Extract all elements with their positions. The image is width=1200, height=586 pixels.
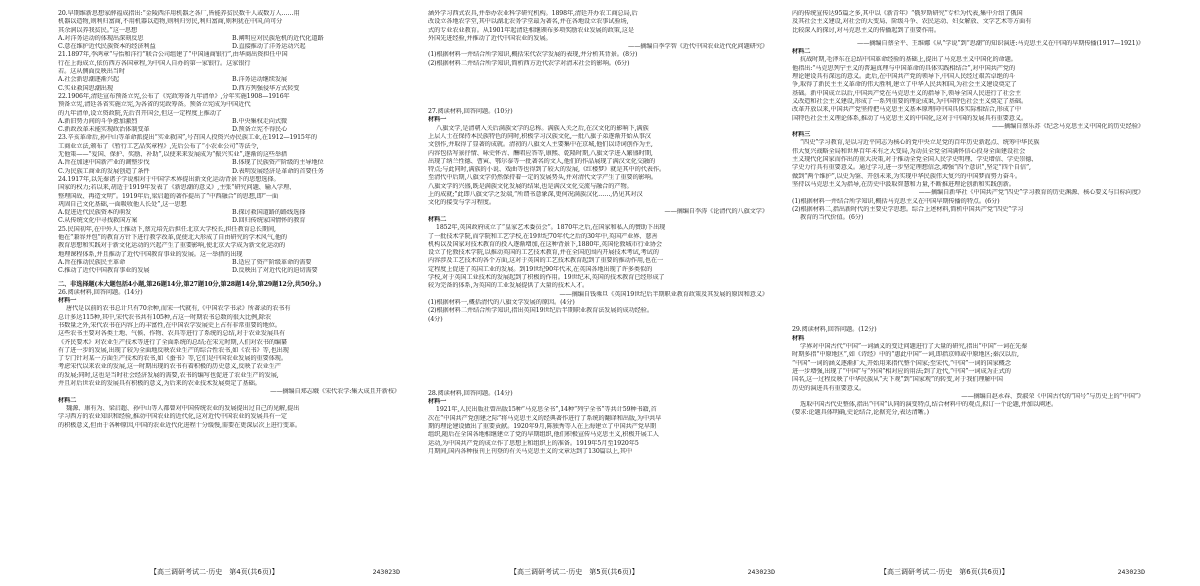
text-line: 时期多指“中原地区”,如《诗经》中的“惠此中国”一词,即指京师或中原地区;秦汉以后, <box>792 351 1019 359</box>
source-citation: ——摘编自李涛《论清代的八旗文学》 <box>664 207 768 215</box>
q27-material-2 <box>428 224 768 324</box>
text-line: 做到“两个维护”,以史为鉴、开创未来,为实现中华民族伟大复兴的中国梦而努力奋斗。 <box>792 172 1022 180</box>
text-line: “中国”一词的涵义逐渐扩大,开始用来指代整个国家;至宋代,“中国”一词的国家概念 <box>792 359 1011 367</box>
text-line: 魏源、康有为、梁启超、孙中山等人都曾对中国传统农业的发展提出过自己的见解,提出 <box>66 404 300 412</box>
text-line: 唐代是以前的农书总计只有70余种,而宋一代就有,《中国农学书录》所著录的农书有 <box>66 305 291 313</box>
option-a[interactable]: A.旨在加速中国新产业的调整步伐 <box>58 159 150 167</box>
q23-options <box>58 159 400 176</box>
source-citation: ——摘编自钱乘旦《英国19世纪后半期职业教育政策及其发展的原因和意义》 <box>559 290 768 298</box>
q26-material-2-continued <box>428 10 768 68</box>
option-d[interactable]: D.西方列强侵华方式转变 <box>232 84 300 92</box>
question-22 <box>58 93 400 134</box>
option-b[interactable]: B.适应了资产阶级革命的需要 <box>232 258 312 266</box>
question-26-heading: 26.阅读材料,回答问题。(14分) <box>58 288 143 296</box>
text-line: 设立了伦敦技术学院,以推动英国的工艺技术教育,并在全国范围内开展技术考试,考试的 <box>428 249 659 257</box>
text-line: 争,取得了新民主主义革命的伟大胜利,建立了中华人民共和国,为社会主义建设奠定了 <box>792 81 1017 89</box>
q24-options <box>58 209 400 226</box>
text-line: 这些农书主要对各类土地、气候、作物、农具等进行了系统的总结,对于农业发展具有 <box>58 330 286 338</box>
footer-code: 243023D <box>1117 568 1145 576</box>
footer-label: 【高三调研考试二·历史 第6页(共6页)】 <box>880 568 1009 576</box>
question-28-heading: 28.阅读材料,回答问题。(14分) <box>428 389 513 397</box>
option-c[interactable]: C.为民族工商业的发展创造了条件 <box>58 167 150 175</box>
text-line: 理论建设具有深远的意义。此后,在中国共产党的领导下,中国人民经过艰苦卓绝的斗 <box>792 73 1015 81</box>
text-line: 主义现代化国家而作出的重大决策,对于推动全党全国人民学史明理、学史增信、学史崇德、 <box>792 156 1038 164</box>
q28-material-1 <box>428 406 768 456</box>
footer-label: 【高三调研考试二·历史 第4页(共6页)】 <box>150 568 279 576</box>
text-line: 机构以及国家对技术教育的投入逐渐增加,在这种背景下,1880年,英国伦敦城市行业协会 <box>428 240 663 248</box>
question-25 <box>58 226 400 276</box>
text-line: 特点;与此同时,满族的小说、戏曲等也得到了较大的发展,《红楼梦》就是其中的代表作。 <box>428 166 666 174</box>
page-6-column <box>792 10 1144 558</box>
text-line: 1852年,英国政府成立了“皇家艺术委员会”。1870年之后,在国家和私人的赞助下出现 <box>436 224 666 232</box>
text-line: 及其社会主义建设,对社会的大变局、阶级斗争、农民运动、妇女解放、文学艺术等方面有 <box>792 18 1032 26</box>
option-d[interactable]: D.直接推动了洋务运动兴起 <box>232 43 306 51</box>
text-line: 八旗文学,是清朝入关后满族文学的总称。满族入关之后,在汉文化的影响下,满族 <box>436 124 649 132</box>
source-citation: ——摘编自蔡全平、王维娜《从“学说”到“思潮”的知识演进:马克思主义在中国的早期传播(1917—1921)》 <box>857 39 1144 47</box>
text-line: 涵外学习西式农具,并举办农业科学研究机构。1898年,清廷开办农工商总局,后 <box>428 10 638 17</box>
text-line: 内容包括写景抒情、咏史怀古、酬唱应答等,康熙、乾隆时期,八旗文学进入繁盛时期, <box>428 149 653 157</box>
source-citation: ——摘编自李学智《近代中国农业近代化问题研究》 <box>627 43 768 51</box>
text-line: 抗战时期,毛泽东在总结中国革命经验的基础上,提出了马克思主义中国化的命题。 <box>800 56 1017 64</box>
option-c[interactable]: C.新政改革未能实现政治体制变革 <box>58 126 150 134</box>
option-d[interactable]: D.反映出了对近代化的迫切需要 <box>232 267 318 275</box>
text-line: 有了进一步的发展,出现了较为全面地反映农业生产的综合性农书,如《农书》等,也出现 <box>58 346 289 354</box>
q21-line: 若。这从侧面反映出当时 <box>58 68 125 76</box>
option-a[interactable]: A.新旧势力间的斗争愈加激烈 <box>58 117 138 125</box>
text-line: 定程度上促进了英国工业的发展。到19世纪90年代末,在英国各地出现了许多类似的 <box>428 265 653 273</box>
sub-question: (2)根据材料二并结合所学知识,简析西方近代农学对清末社会的影响。(6分) <box>428 59 630 67</box>
q25-options <box>58 259 400 276</box>
sub-question: (1)根据材料一并结合所学知识,概括马克思主义在中国早期传播的特点。(6分) <box>792 197 1000 205</box>
text-line: 的积极意义,但由于各种原因,中国的农业近代化进程十分缓慢,需要在更深层次上进行变革。 <box>58 421 302 429</box>
option-a[interactable]: A.旨在推动民族民主革命 <box>58 258 126 266</box>
footer-code: 243023D <box>372 568 400 576</box>
text-line: 进一步增强,出现了“中国”与“外国”相对应的用法;到了近代,“中国”一词成为正式的 <box>792 367 1011 375</box>
q27-material-1 <box>428 125 768 216</box>
text-line: 考虑宋代以来农业的发展,这一时期出现的农书有着积极的历史意义,反映了农业生产 <box>58 363 281 371</box>
q24-line: 24.1917年,以先秦诸子学说相对于中国学术界提出新文化运动背景下的思想选择。 <box>58 175 280 183</box>
option-d[interactable]: D.表明发展经济是革命的首要任务 <box>232 167 324 175</box>
material-label: 材料二 <box>792 48 811 56</box>
text-line: 次在“中国共产党创建之际”将马克思主义的经典著作进行了系统的翻译和出版,为中共早 <box>428 414 662 422</box>
q23-line: 23.辛亥革命后,孙中山等革命派提出“实业救国”,号召国人投资兴办民族工业,在1912—1915年的 <box>58 134 317 142</box>
task-text: 选取中国古代史整体,指出“中国”认同的演变特点,结合材料中的观点,拟订一个论题,并加以阐述。 <box>800 401 1058 409</box>
q25-line: 25.民国初年,在中外人士推动下,蔡元培先后担任北京大学校长,担任教育总长期间, <box>58 225 276 233</box>
source-citation: ——摘编自赵永春、贾淑荣《中国古代的“国号”与历史上的“中国”》 <box>961 392 1144 400</box>
q21-options <box>58 76 400 93</box>
text-line: 内的传统宣传达95篇之多,其中以《新青年》“俄罗斯研究”专栏为代表,集中介绍了俄国 <box>792 10 1023 17</box>
text-line: 学校,对于英国工业技术的发展起到了积极的作用。19世纪末,英国的技术教育已经形成了 <box>428 274 665 282</box>
page-footer <box>510 566 775 578</box>
material-label: 材料三 <box>792 131 811 139</box>
page-5-column <box>428 10 768 558</box>
option-c[interactable]: C.推动了近代中国教育事业的发展 <box>58 267 150 275</box>
text-line: 出现了纳兰性德、曹寅、鄂尔泰等一批著名的文人,他们的作品展现了满汉文化交融的 <box>428 157 656 165</box>
text-line: 学史力行具有重要意义。通过学习,进一步坚定理想信念,增强“四个意识”,坚定“四个自信”, <box>792 164 1031 172</box>
q24-line: 巩固自己文化基础,一面吸收他人长处”,这一思想 <box>58 200 187 208</box>
q25-line: 教育思想和实践对于新文化运动的兴起产生了重要影响,使北京大学成为新文化运动的 <box>58 242 286 250</box>
task-text: (要求:论题具体明确,史论结合,论据充分,表达清晰。) <box>792 409 929 417</box>
question-24 <box>58 176 400 226</box>
q26-material-2 <box>58 405 400 430</box>
option-a[interactable]: A.促进近代民族资本的萌发 <box>58 209 132 217</box>
q21-line: 行在上海成立,依仿西方各国章程,为中国人自办的第一家银行。这家银行 <box>58 59 251 67</box>
option-b[interactable]: B.洋务运动继续发展 <box>232 76 288 84</box>
sub-question: (2)根据材料二,指出新时代的主要史学思想。综合上述材料,简析中国共产党“四史”学习 <box>792 205 1024 213</box>
text-line: 坚持以马克思主义为指导,在历史中汲取智慧和力量,不断推进理论创新和实践创新。 <box>792 180 1015 188</box>
q24-line: 整理国故、再造文明”。1919年后,梁启超的著作提出了“中西融合”的思想,即“一面 <box>58 192 279 200</box>
footer-code: 243023D <box>747 568 775 576</box>
text-line: 运动,为中国共产党的成立作了思想上和组织上的准备。1919年5月至1920年5 <box>428 439 639 447</box>
footer-label: 【高三调研考试二·历史 第5页(共6页)】 <box>510 568 639 576</box>
text-line: 式的专业农业教育。从1901年起清廷相继颁布多项奖励农业发展的政策,这是 <box>428 26 634 34</box>
page-footer <box>880 566 1145 578</box>
option-c[interactable]: C.从传统文化中寻找救国方案 <box>58 217 138 225</box>
option-b[interactable]: B.探讨救国道路的路线选择 <box>232 209 306 217</box>
text-line: 并且对后世农业的发展具有积极的意义,为后来的农业技术发展奠定了基础。 <box>58 380 261 388</box>
text-line: 义改造和社会主义建设,形成了一系列重要的理论成果,为中国特色社会主义奠定了基础。 <box>792 97 1028 105</box>
sub-question: (1)根据材料一并结合所学知识,概括宋代农学发展的表现,并分析其背景。(8分) <box>428 51 638 59</box>
q28-material-1-continued <box>792 10 1144 48</box>
question-20 <box>58 10 400 51</box>
text-line: 他指出:“马克思列宁主义的普遍真理与中国革命的具体实践相结合”,对中国共产党的 <box>792 64 1016 72</box>
q26-material-1 <box>58 305 400 396</box>
material-label: 材料一 <box>428 398 447 406</box>
text-line: 了一批技术学院,而学院和工艺学校,在19世纪70年代之后的30年中,英国产业界、慈善 <box>428 232 658 240</box>
q29-material <box>792 343 1144 418</box>
q22-line: 的九年清单,设立资政院,先后召开国会,但这一定程度上推动了 <box>58 109 222 117</box>
text-line: 书数量之外,宋代农书在内容上的丰富性,在中国农学发展史上占有非常重要的地位。 <box>58 321 281 329</box>
option-b[interactable]: B.阐明应对民族危机的近代化道路 <box>232 34 324 42</box>
option-b[interactable]: B.中央集权走向式微 <box>232 117 288 125</box>
question-29-heading: 29.阅读材料,回答问题。(12分) <box>792 326 877 334</box>
question-21 <box>58 51 400 92</box>
text-line: 国特色社会主义理论体系,推动了马克思主义的中国化,这对于中国的发展具有重要意义。 <box>792 114 1028 122</box>
q25-line: 地理课程体系,并且推动了近代中国教育事业的发展。这一举措的出现 <box>58 250 243 258</box>
text-line: 期的理论建设做出了重要贡献。1920年9月,陈独秀等人在上海建立了中国共产党早期 <box>428 422 657 430</box>
text-line: 组织,随后在全国各地相继建立了党的早期组织,他们积极宣传马克思主义,积极开展工人 <box>428 431 659 439</box>
q23-line: 无他策——“爱国、保护、奖励、补助”,以使来来发展成为“振兴实业”,逐渐的这些举措 <box>58 151 288 159</box>
option-a[interactable]: A.对洋务运动的体现出深刻反思 <box>58 34 144 42</box>
text-line: 外国先进经验,并推动了近代中国农业的发展。 <box>428 34 552 42</box>
text-line: 了专门针对某一方面生产技术的农书,如《蚕书》等,它们是中国农业发展的重要体现。 <box>58 355 287 363</box>
q28-material-3 <box>792 139 1144 222</box>
sub-question: (2)根据材料二并结合所学知识,指出英国19世纪后半期职业教育法发展的成功经验。 <box>428 307 653 315</box>
text-line: 学界对中国古代“中国”一词涵义的变迁问题进行了大量的研究,指出“中国”一词在先秦 <box>800 343 1028 351</box>
text-line: 1921年,人民出版社曾出版15种“马克思全书”,14种“列宁全书”等共计59种书籍,首 <box>436 406 657 414</box>
source-citation: ——摘编自蔡乐苏《纪念马克思主义中国化的历史经验》 <box>991 122 1144 130</box>
material-label: 材料一 <box>428 116 447 124</box>
text-line: 基础。新中国成立以后,中国共产党在马克思主义的指导下,领导全国人民进行了社会主 <box>792 89 1021 97</box>
option-d[interactable]: D.回归传统家国情怀的教育 <box>232 217 306 225</box>
question-23 <box>58 134 400 175</box>
sub-question: (1)根据材料一,概括清代的八旗文学发展的原因。(4分) <box>428 298 575 306</box>
text-line: 文创作,并取得了显著的成就。清初的八旗文人主要集中在京城,他们以诗词创作为主, <box>428 141 653 149</box>
page-4-column <box>58 10 400 558</box>
text-line: 伟大复兴战略全局和世界百年未有之大变局,为动员全党全国满怀信心投身全面建设社会 <box>792 147 1026 155</box>
text-line: 《齐民要术》对农业生产技术等进行了全面系统的总结;在宋元时期,人们对农书的编纂 <box>58 338 288 346</box>
text-line: 至清代中后期,八旗文学仍然保持着一定的发展势头,并对清代文学产生了重要的影响。 <box>428 174 657 182</box>
text-line: 改革开放以来,中国共产党坚持把马克思主义基本原理同中国具体实际相结合,形成了中 <box>792 106 1021 114</box>
section-title: 二、非选择题(本大题包括4小题,第26题14分,第27题10分,第28题14分,第29题12分,共50分。) <box>58 280 322 288</box>
material-label: 材料一 <box>58 297 77 305</box>
q24-line: 国家的权力;若以来,胡适于1919年发表了《新思潮的意义》,主张“研究问题、输入学理、 <box>58 184 296 192</box>
text-line: 学习西方的农业知识和经验,推动中国农业的近代化,这对近代中国农业的发展具有一定 <box>58 413 287 421</box>
text-line: 内容涉及工艺技术的各个方面,这对于英国的工艺技术教育起到了重要的推动作用,也在一 <box>428 257 664 265</box>
option-d[interactable]: D.预备立宪不得民心 <box>232 126 288 134</box>
text-line: 八旗文学的兴盛,既是满族文化发展的结果,也是满汉文化交流与融合的产物。 <box>428 182 633 190</box>
text-line: 国名,这一过程反映了中华民族从“天下观”到“国家观”的转变,对于我们理解中国 <box>792 376 1003 384</box>
text-line: 上层人士在保持本民族特色的同时,积极学习汉族文化,一批八旗子弟逐渐开始从事汉 <box>428 132 651 140</box>
page-footer <box>150 566 400 578</box>
option-c[interactable]: C.实业救国思潮出现 <box>58 84 113 92</box>
text-line: “四史”学习教育,是以习近平同志为核心的党中央立足党的百年历史新起点、统筹中华民族 <box>800 139 1040 147</box>
option-c[interactable]: C.意在维护近代民族资本的经济利益 <box>58 43 156 51</box>
q25-line: 他在“兼容并包”的教育方针下进行教学改革,促使北大形成了自由研究的学术风气,他的 <box>58 234 288 242</box>
text-line: 上的成就;”此即八旗文学之发端,“所谓书意象深,更何况满族汉化……,仍见其对汉 <box>428 191 643 199</box>
q23-line: 工商业立法,颁布了《暂行工艺品奖章程》,先后公布了“小农业公司”等法令, <box>58 142 259 150</box>
q22-line: 预备立宪,清廷各省实施立宪,为各省的宪政筹备。预备立宪成为中国近代 <box>58 101 251 109</box>
source-citation: ——摘编自新华社《中国共产党“四史”学习教育的历史渊源、核心要义与目标向度》 <box>918 189 1144 197</box>
option-a[interactable]: A.社会新思潮逐渐兴起 <box>58 76 120 84</box>
text-line: 月期间,国内各种报刊上刊登的有关马克思主义的文章达到了130篇以上,其中 <box>428 447 632 455</box>
material-label: 材料 <box>792 334 805 342</box>
q20-options <box>58 35 400 52</box>
q28-material-2 <box>792 56 1144 131</box>
source-citation: ——摘编自郑志娥《宋代农学:集大成且开新枝》 <box>270 388 400 396</box>
text-line: 的发展;同时,这也是当时社会经济发展的需要,农书的编写也促进了农业生产的发展, <box>58 371 279 379</box>
q20-line: 20.早期维新思想家薛福成指出:“金陵西洋用机器之各厂,皆能养贫民数千人或数万人……用 <box>58 10 300 17</box>
sub-question: (4分) <box>428 315 443 323</box>
text-line: 总计多达115种,其中,宋代农书共有105种,占这一时期农书总数的很大比例,除农 <box>58 313 272 321</box>
text-line: 历史的演进具有重要意义。 <box>792 384 866 392</box>
q20-line: 其余润以养我贫民。”这一思想 <box>58 26 138 34</box>
material-label: 材料二 <box>428 215 447 223</box>
q22-options <box>58 118 400 135</box>
q21-line: 21.1897年,李鸿章“与怡和洋行”联合公司组建了“中国通商银行”,由华商出资担任中国 <box>58 51 288 59</box>
text-line: 比较深入的探讨,对马克思主义的传播起到了重要作用。 <box>792 26 940 34</box>
sub-question: 教育的当代价值。(6分) <box>800 214 864 222</box>
material-label: 材料二 <box>58 396 77 404</box>
text-line: 文化的接受与学习程度。 <box>428 199 495 207</box>
q20-line: 机器以造物,则利归富商,不用机器以造物,则利归穷民,利归富商,则利犹在中国,尚可分 <box>58 18 283 26</box>
q22-line: 22.1906年,清廷宣布预备立宪,公布了《宪政筹备九年清单》,分年实施1908—1916年 <box>58 92 290 100</box>
question-27-heading: 27.阅读材料,回答问题。(10分) <box>428 108 513 116</box>
option-b[interactable]: B.体现了民族资产阶级的主导地位 <box>232 159 324 167</box>
text-line: 改设立各地农学堂,其中以湖北农务学堂最为著名,并在各地设立农事试验场, <box>428 18 629 26</box>
text-line: 较为完备的体系,为英国的工业发展提供了大量的技术人才。 <box>428 282 589 290</box>
